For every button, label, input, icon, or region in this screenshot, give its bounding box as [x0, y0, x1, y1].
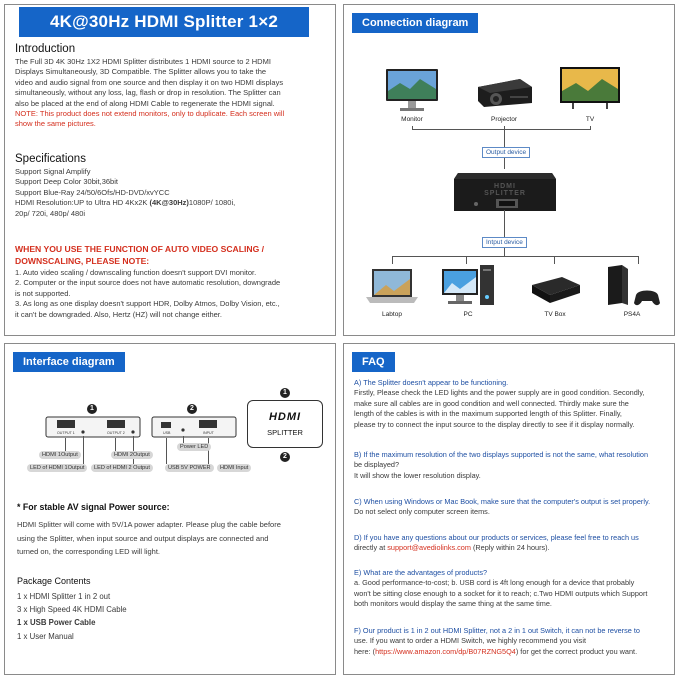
power-line: turned on, the corresponding LED will light. [17, 547, 160, 556]
faq-contact-line [354, 543, 674, 553]
pc-icon [440, 263, 496, 309]
intro-panel [4, 4, 336, 336]
interface-diagram-banner: Interface diagram [13, 352, 125, 372]
connector-line [392, 256, 393, 264]
faq-answer: Firstly, Please check the LED lights and the power supply are in good condition. Secondly, [354, 388, 645, 398]
introduction-text [15, 57, 284, 130]
scaling-warning-heading [15, 243, 264, 267]
port-label-usb: USB [163, 431, 171, 435]
warn-item: 2. Computer or the input source does not have automatic resolution, downgrade [15, 278, 281, 288]
package-contents-list [17, 590, 127, 643]
output-label-tv: TV [585, 116, 595, 123]
spec-res-suffix: 1080P/ 1080i, [188, 198, 236, 208]
hdmi-splitter-logo-box [247, 400, 323, 448]
faq-question: C) When using Windows or Mac Book, make sure that the computer's output is set properly. [354, 497, 651, 506]
faq-answer: be displayed? [354, 460, 400, 470]
power-line: HDMI Splitter will come with 5V/1A power adapter. Please plug the cable before [17, 520, 281, 529]
faq-item-e [354, 568, 674, 610]
faq-answer: both monitors would display the same thing at the same time. [354, 599, 552, 609]
warn-item: 1. Auto video scaling / downscaling function doesn't support DVI monitor. [15, 268, 257, 277]
output-label-monitor: Monitor [401, 116, 423, 123]
connector-line [590, 126, 591, 130]
faq-question: D) If you have any questions about our products or services, please feel free to reach us [354, 533, 639, 542]
port-label-output2: OUTPUT 2 [107, 431, 125, 435]
power-line: using the Splitter, when input source and output displays are connected and [17, 533, 269, 543]
guide-line [133, 436, 134, 464]
intro-line: The Full 3D 4K 30Hz 1X2 HDMI Splitter distributes 1 HDMI source to 2 HDMI [15, 57, 271, 66]
spec-line: Support Deep Color 30bit,36bit [15, 177, 118, 187]
input-label-ps4: PS4A [623, 311, 641, 318]
faq-answer: It will show the lower resolution display. [354, 470, 481, 480]
faq-panel [343, 343, 675, 675]
intro-line: Displays Simultaneously, 3D Compatible. The Splitter allows you to take the [15, 67, 267, 77]
label-usb-power: USB 5V POWER [165, 464, 214, 472]
splitter-logo-text: SPLITTER [267, 428, 303, 437]
spec-line: Support Blue-Ray 24/50/6Ofs/HD-DVD/xvYCC [15, 187, 170, 197]
faq-item-c [354, 497, 674, 518]
faq-answer: length of the cables is with in the maximum supported length of this Splitter. Finally, [354, 409, 622, 419]
warn-item: 3. As long as one display doesn't support HDR, Dolby Atmos, Dolby Vision, etc., [15, 299, 280, 309]
faq-question: F) Our product is 1 in 2 out HDMI Splitter, not a 2 in 1 out Switch, it can not be reverse to [354, 626, 640, 635]
note-line: NOTE: This product does not extend monitors, only to duplicate. Each screen will [15, 109, 285, 119]
connector-line [412, 126, 413, 130]
hdmi-logo: HDMI [268, 411, 302, 423]
connection-diagram-panel [343, 4, 675, 336]
package-item: 1 x User Manual [17, 631, 74, 641]
faq-answer: Do not select only computer screen items. [354, 507, 490, 517]
connector-line [554, 256, 555, 264]
label-led-hdmi2: LED of HDMI 2 Output [91, 464, 153, 472]
faq-item-d [354, 533, 674, 554]
input-device-tag: Intput device [482, 237, 527, 248]
package-item: 1 x HDMI Splitter 1 in 2 out [17, 592, 111, 601]
guide-line [65, 438, 66, 452]
package-item: 3 x High Speed 4K HDMI Cable [17, 605, 127, 615]
output-device-tag: Output device [482, 147, 530, 158]
power-source-text [17, 518, 281, 559]
link-prefix: here: ( [354, 646, 376, 656]
warn-item: it can't be downgraded. Also, Hertz (HZ) will not change either. [15, 309, 222, 319]
package-contents-heading: Package Contents [17, 576, 91, 586]
introduction-heading: Introduction [15, 43, 76, 55]
guide-line [83, 436, 84, 464]
faq-link-line [354, 647, 674, 657]
callout-number-2-right: 2 [280, 452, 290, 462]
faq-banner: FAQ [352, 352, 395, 372]
callout-number-1-right: 1 [280, 388, 290, 398]
faq-answer: won't be sitting close enough to a socket for it to reach; c.Two HDMI outputs which Support [354, 588, 648, 598]
label-hdmi-input: HDMI Input [217, 464, 251, 472]
link-suffix: ) for get the correct product you want. [515, 646, 638, 656]
warn-line: DOWNSCALING, PLEASE NOTE: [15, 256, 150, 266]
faq-item-b [354, 450, 674, 481]
faq-answer: please try to connect the input source to the display directly to see if it display normally. [354, 419, 635, 429]
tv-box-icon [528, 275, 582, 305]
input-label-laptop: Labtop [382, 311, 402, 318]
specifications-list [15, 167, 235, 219]
interface-diagram-panel [4, 343, 336, 675]
intro-line: video and audio signal from one source and then display it on two HDMI displays [15, 77, 284, 87]
label-power-led: Power LED [177, 443, 211, 451]
spec-resolution-line [15, 198, 235, 208]
faq-question: B) If the maximum resolution of the two displays supported is not the same, what resolution [354, 450, 649, 459]
warn-line: WHEN YOU USE THE FUNCTION OF AUTO VIDEO SCALING / [15, 244, 265, 254]
warn-item: is not supported. [15, 288, 71, 298]
specifications-heading: Specifications [15, 153, 86, 165]
callout-number-1: 1 [87, 404, 97, 414]
spec-res-bold: (4K@30Hz) [149, 198, 189, 208]
guide-line [208, 438, 209, 464]
input-label-pc: PC [463, 311, 473, 318]
output-bus-line [412, 129, 590, 130]
note-line: show the same pictures. [15, 119, 96, 129]
connection-diagram-banner: Connection diagram [352, 13, 478, 33]
tv-icon [558, 65, 622, 113]
label-hdmi1-output: HDMI 1Output [39, 451, 81, 459]
faq-question: A) The Splitter doesn't appear to be functioning. [354, 378, 509, 387]
guide-line [166, 438, 167, 464]
package-item: 1 x USB Power Cable [17, 618, 96, 628]
product-title-banner: 4K@30Hz HDMI Splitter 1×2 [19, 7, 309, 37]
power-source-heading: * For stable AV signal Power source: [17, 502, 170, 512]
guide-line [115, 438, 116, 452]
ps4-console-icon [602, 263, 662, 309]
spec-line: Support Signal Amplify [15, 167, 91, 176]
spec-line: 20p/ 720i, 480p/ 480i [15, 208, 86, 218]
input-label-tv-box: TV Box [544, 311, 566, 318]
input-bus-line [392, 256, 638, 257]
label-led-hdmi1: LED of HDMI 1Output [27, 464, 87, 472]
faq-answer: use. If you want to order a HDMI Switch, we highly recommend you visit [354, 636, 586, 646]
output-label-projector: Projector [490, 116, 517, 123]
faq-answer: make sure all cables are in good condition and well connected. Thirdly make sure the [354, 398, 629, 408]
projector-icon [474, 73, 534, 111]
port-label-output1: OUTPUT 1 [57, 431, 75, 435]
laptop-icon [364, 267, 420, 307]
label-hdmi2-output: HDMI 2Output [111, 451, 153, 459]
port-label-input: INPUT [203, 431, 214, 435]
faq-question: E) What are the advantages of products? [354, 568, 488, 577]
faq-item-f [354, 626, 674, 657]
contact-suffix: (Reply within 24 hours). [470, 543, 550, 553]
spec-res-prefix: HDMI Resolution:UP to Ultra HD 4Kx2K [15, 198, 150, 208]
intro-line: simultaneously, without any loss, lag, flash or drop in resolution. The Splitter can [15, 88, 281, 98]
connector-line [504, 210, 505, 256]
faq-item-a [354, 378, 674, 430]
intro-line: also be placed at the end of along HDMI Cable to regenerate the HDMI signal. [15, 98, 275, 108]
callout-number-2: 2 [187, 404, 197, 414]
monitor-icon [384, 67, 440, 113]
scaling-warning-list [15, 268, 280, 320]
support-email-link[interactable]: support@avediolinks.com [387, 543, 471, 553]
splitter-engraved-text: HDMI SPLITTER [484, 183, 526, 197]
faq-answer: a. Good performance-to-cost; b. USB cord is 4ft long enough for a device that probably [354, 578, 635, 588]
contact-prefix: directly at [354, 543, 388, 553]
amazon-product-link[interactable]: https://www.amazon.com/dp/B07RZNG5Q4 [375, 646, 516, 656]
